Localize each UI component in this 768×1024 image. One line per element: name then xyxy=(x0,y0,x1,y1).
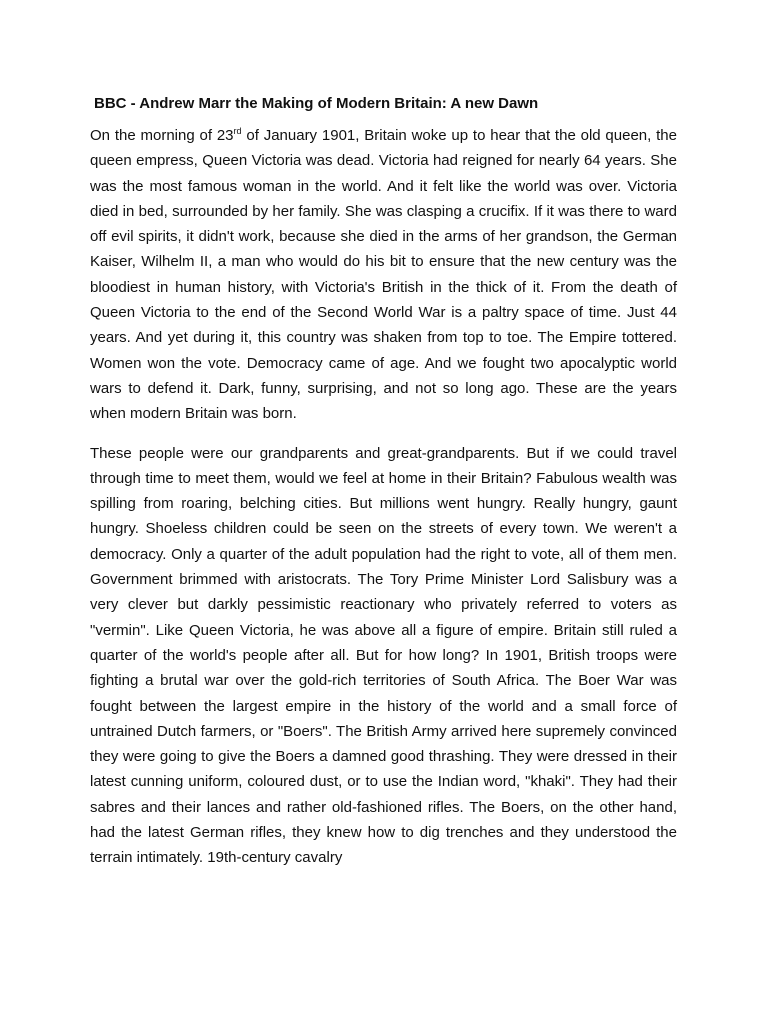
paragraph-1-part-b: of January 1901, Britain woke up to hear that the old queen, the queen empress, Queen Victoria was dead. Victoria had reigned for nearly 64 years. She was the most famous woman in the world. And it felt like the world was over. Victoria died in bed, surrounded by her family. She was clasping a crucifix. If it was there to ward off evil spirits, it didn't work, because she died in the arms of her grandson, the German Kaiser, Wilhelm II, a man who would do his bit to ensure that the new century was the bloodiest in human history, with Victoria's British in the thick of it. From the death of Queen Victoria to the end of the Second World War is a paltry space of time. Just 44 years. And yet during it, this country was shaken from top to toe. The Empire tottered. Women won the vote. Democracy came of age. And we fought two apocalyptic world wars to defend it. Dark, funny, surprising, and not so long ago. These are the years when modern Britain was born. xyxy=(90,127,677,423)
date-ordinal-superscript: rd xyxy=(233,126,242,136)
document-title: BBC - Andrew Marr the Making of Modern Britain: A new Dawn xyxy=(94,95,539,112)
paragraph-1 xyxy=(90,123,677,427)
document-page xyxy=(90,93,677,885)
paragraph-1-part-a: On the morning of 23 xyxy=(90,127,234,144)
paragraph-2: These people were our grandparents and great-grandparents. But if we could travel through time to meet them, would we feel at home in their Britain? Fabulous wealth was spilling from roaring, belching cities. But millions went hungry. Really hungry, gaunt hungry. Shoeless children could be seen on the streets of every town. We weren't a democracy. Only a quarter of the adult population had the right to vote, all of them men. Government brimmed with aristocrats. The Tory Prime Minister Lord Salisbury was a very clever but darkly pessimistic reactionary who privately referred to voters as "vermin". Like Queen Victoria, he was above all a figure of empire. Britain still ruled a quarter of the world's people after all. But for how long? In 1901, British troops were fighting a brutal war over the gold-rich territories of South Africa. The Boer War was fought between the largest empire in the history of the world and a small force of untrained Dutch farmers, or "Boers". The British Army arrived here supremely convinced they were going to give the Boers a damned good thrashing. They were dressed in their latest cunning uniform, coloured dust, or to use the Indian word, "khaki". They had their sabres and their lances and rather old-fashioned rifles. The Boers, on the other hand, had the latest German rifles, they knew how to dig trenches and they understood the terrain intimately. 19th-century cavalry xyxy=(90,444,677,867)
